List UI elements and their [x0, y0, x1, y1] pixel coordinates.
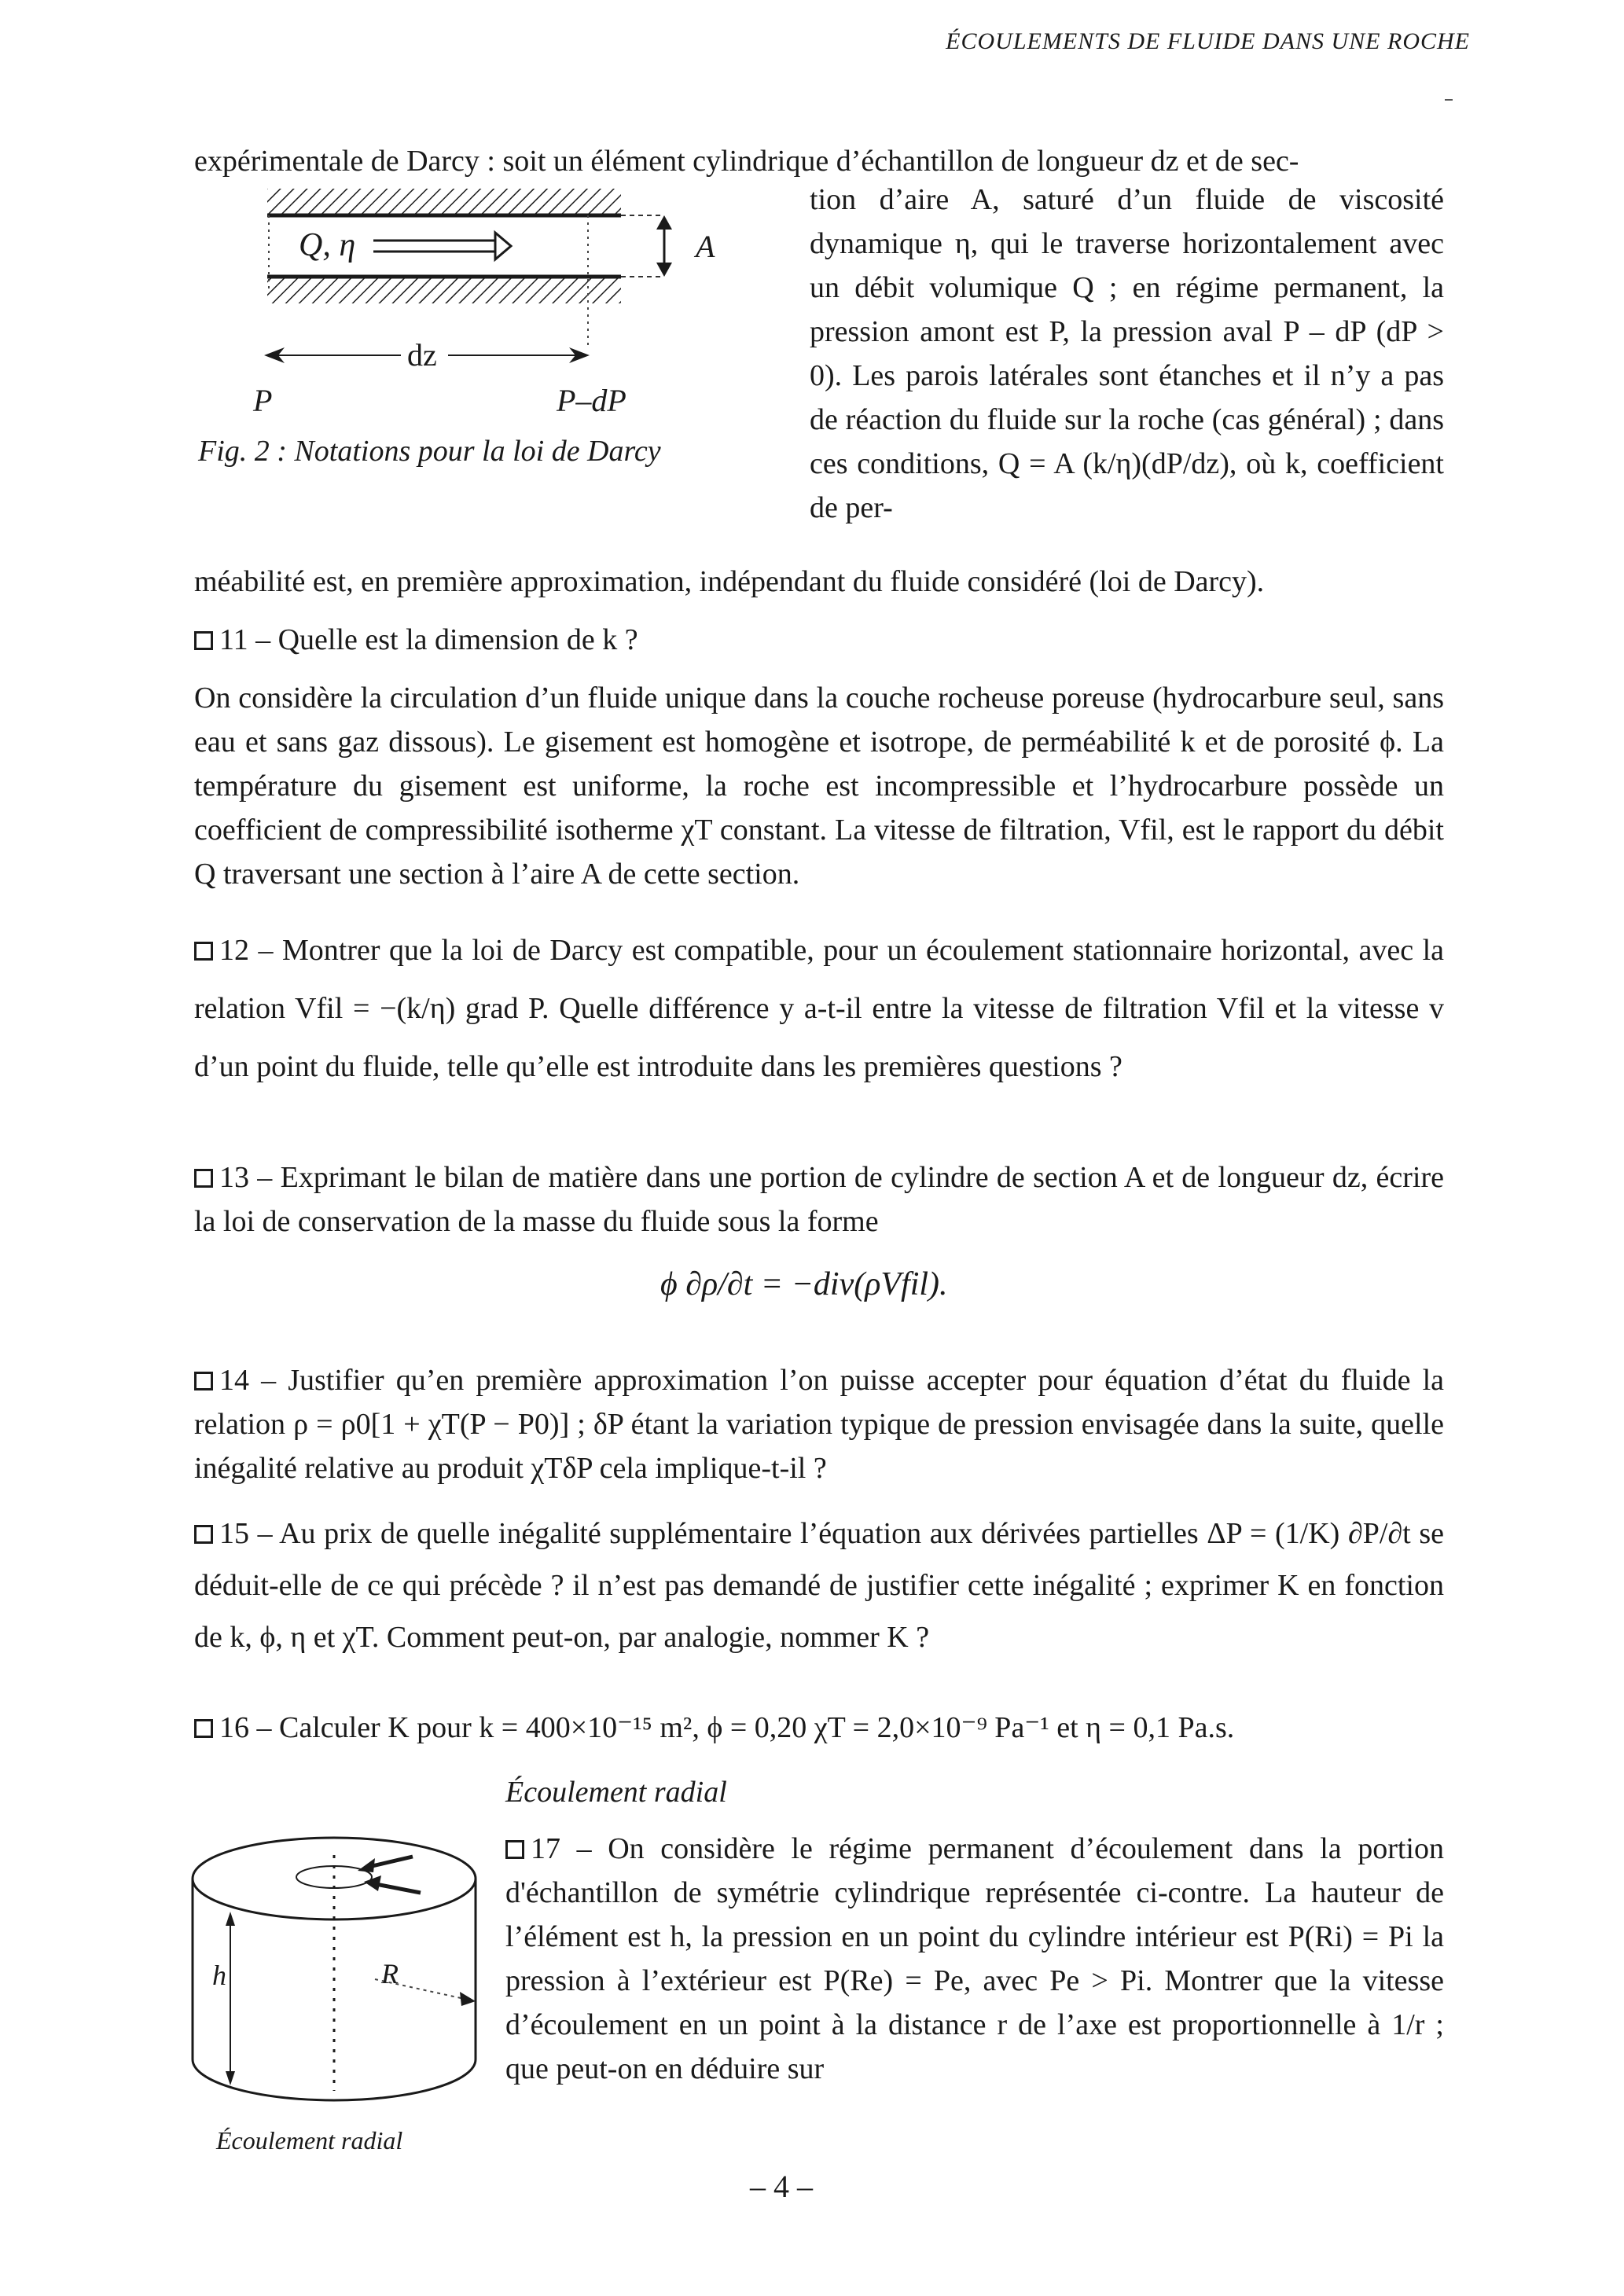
radial-caption: Écoulement radial: [216, 2126, 403, 2155]
fig-dz-label: dz: [407, 337, 437, 373]
question-11: [194, 618, 1444, 662]
bottom-wall-hatch: [267, 277, 621, 303]
checkbox-icon: [194, 1719, 213, 1738]
fig-p-minus-dp-label: P–dP: [557, 383, 626, 418]
radial-h-label: h: [212, 1960, 226, 1991]
darcy-intro-first-line: expérimentale de Darcy : soit un élément cylindrique d’échantillon de longueur dz et de sec-: [194, 145, 1299, 178]
para-circulation: On considère la circulation d’un fluide unique dans la couche rocheuse poreuse (hydrocarbure seul, sans eau et sans gaz dissous). Le gisement est homogène et isotrope, de perméabilité k et de porosité ϕ. La température du gisement est uniforme, la roche est incompressible et l’hydrocarbure possède un coefficient de compressibilité isotherme χT constant. La vitesse de filtration, Vfil, est le rapport du débit Q traversant une section à l’aire A de cette section.: [194, 681, 1444, 891]
question-17: [505, 1827, 1444, 2091]
running-header: ÉCOULEMENTS DE FLUIDE DANS UNE ROCHE: [946, 28, 1470, 54]
checkbox-icon: [194, 631, 213, 650]
figure-radial: [169, 1824, 507, 2169]
figure-darcy: [181, 181, 810, 495]
question-16: [194, 1706, 1468, 1750]
question-15-text: 15 – Au prix de quelle inégalité supplémentaire l’équation aux dérivées partielles ΔP = (1/K) ∂P/∂t se déduit-elle de ce qui précède ? il n’est pas demandé de justifier cette inégalité ; exprimer K en fonction de k, ϕ, η et χT. Comment peut-on, par analogie, nommer K ?: [194, 1517, 1444, 1654]
question-13: [194, 1155, 1444, 1244]
h-arrow-bottom: [226, 2071, 235, 2085]
darcy-right-column: tion d’aire A, saturé d’un fluide de viscosité dynamique η, qui le traverse horizontalement avec un débit volumique Q ; en régime permanent, la pression amont est P, la pression aval P – dP (dP > 0). Les parois latérales sont étanches et il n’y a pas de réaction du fluide sur la roche (cas général) ; dans ces conditions, Q = A (k/η)(dP/dz), où k, coefficient de per-: [810, 183, 1444, 524]
checkbox-icon: [194, 942, 213, 961]
question-14: [194, 1358, 1444, 1490]
equation-mass-conservation: ϕ ∂ρ/∂t = −div(ρVfil).: [660, 1266, 948, 1302]
section-arrow-top: [656, 215, 672, 230]
flow-arrow-2-head: [364, 1875, 381, 1891]
question-15: [194, 1508, 1444, 1663]
question-11-text: 11 – Quelle est la dimension de k ?: [219, 623, 638, 656]
darcy-intro-last-line: méabilité est, en première approximation, indépendant du fluide considéré (loi de Darcy).: [194, 565, 1265, 598]
question-17-text: 17 – On considère le régime permanent d’écoulement dans la portion d'échantillon de symétrie cylindrique représentée ci-contre. La hauteur de l’élément est h, la pression en un point du cylindre intérieur est P(Ri) = Pi la pression à l’extérieur est P(Re) = Pe, avec Pe > Pi. Montrer que la vitesse d’écoulement en un point à la distance r de l’axe est proportionnelle à 1/r ; que peut-on en déduire sur: [505, 1832, 1444, 2085]
question-13-text: 13 – Exprimant le bilan de matière dans une portion de cylindre de section A et de longueur dz, écrire la loi de conservation de la masse du fluide sous la forme: [194, 1161, 1444, 1238]
question-14-text: 14 – Justifier qu’en première approximation l’on puisse accepter pour équation d’état du fluide la relation ρ = ρ0[1 + χT(P − P0)] ; δP étant la variation typique de pression envisagée dans la suite, quelle inégalité relative au produit χTδP cela implique-t-il ?: [194, 1364, 1444, 1485]
checkbox-icon: [505, 1840, 524, 1859]
r-leader-arrow: [460, 1992, 476, 2006]
section-arrow-bottom: [656, 263, 672, 277]
checkbox-icon: [194, 1525, 213, 1544]
question-16-text: 16 – Calculer K pour k = 400×10⁻¹⁵ m², ϕ = 0,20 χT = 2,0×10⁻⁹ Pa⁻¹ et η = 0,1 Pa.s.: [219, 1711, 1235, 1744]
header-mark: [1445, 99, 1453, 101]
top-wall-hatch: [267, 189, 621, 215]
fig-area-label: A: [696, 229, 715, 264]
question-12: [194, 921, 1444, 1096]
fig-q-eta-label: Q, η: [299, 227, 356, 263]
h-arrow-top: [226, 1912, 235, 1926]
question-12-text: 12 – Montrer que la loi de Darcy est compatible, pour un écoulement stationnaire horizontal, avec la relation Vfil = −(k/η) grad P. Quelle différence y a-t-il entre la vitesse de filtration Vfil et la vitesse v d’un point du fluide, telle qu’elle est introduite dans les premières questions ?: [194, 934, 1444, 1083]
fig-p-label: P: [253, 383, 273, 418]
flow-arrow-head: [495, 233, 511, 259]
checkbox-icon: [194, 1372, 213, 1390]
radial-r-label: R: [381, 1958, 399, 1989]
checkbox-icon: [194, 1169, 213, 1188]
radial-heading: Écoulement radial: [505, 1776, 727, 1809]
fig2-caption: Fig. 2 : Notations pour la loi de Darcy: [198, 435, 661, 468]
page-number: – 4 –: [750, 2169, 813, 2204]
flow-arrow-1-head: [358, 1858, 375, 1872]
